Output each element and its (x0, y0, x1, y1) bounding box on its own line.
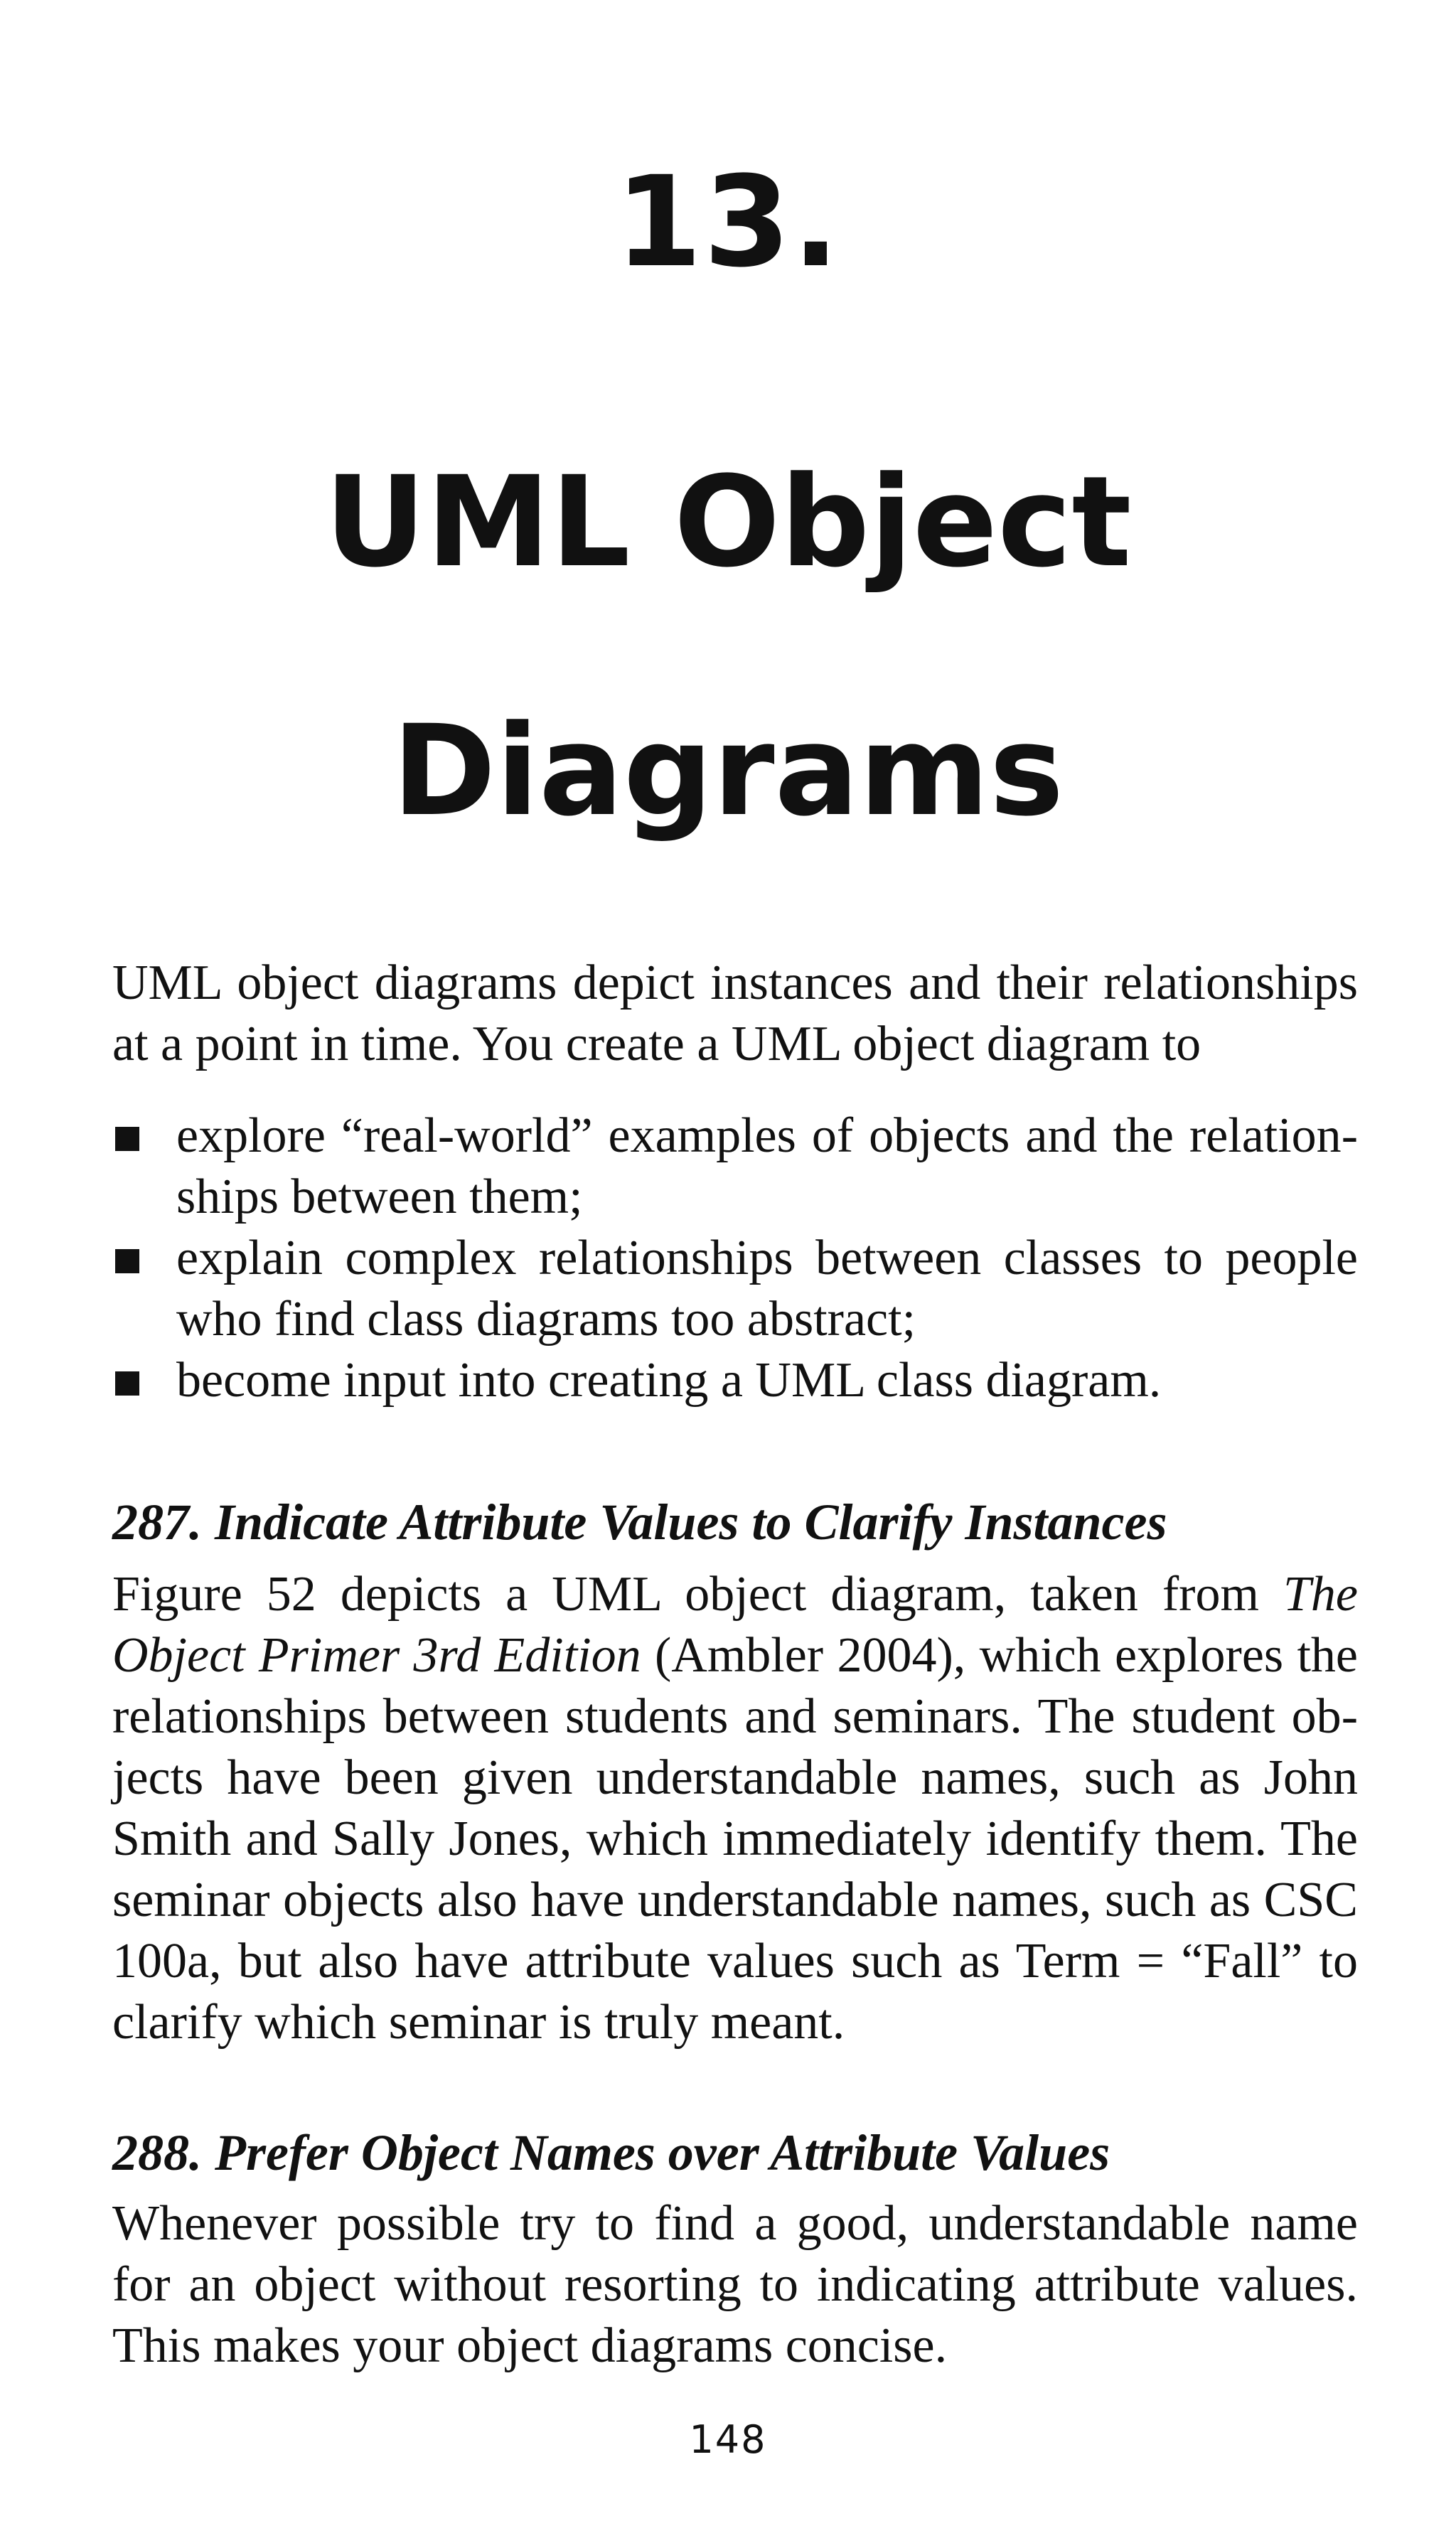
section-paragraph-287 (112, 1564, 1358, 2053)
paragraph-text: (Ambler 2004), which explores the relationships between students and seminars. The student objects have been given understandable names, such as John Smith and Sally Jones, which immediately identify them. The seminar objects also have understandable names, such as CSC 100a, but also have attribute values such as Term = “Fall” to clarify which seminar is truly meant. (112, 1628, 1358, 2050)
intro-paragraph: UML object diagrams depict instances and their relationships at a point in time. You create a UML object diagram to (112, 956, 1358, 1071)
square-bullet-icon (115, 1249, 139, 1273)
section-heading-288: 288. Prefer Object Names over Attribute Values (112, 2124, 1110, 2181)
chapter-title (0, 398, 1456, 896)
chapter-title-line-2: Diagrams (392, 698, 1064, 844)
bullet-item (112, 1228, 1358, 1350)
bullet-item (112, 1106, 1358, 1228)
bullet-text: explain complex relationships between classes to people who find class diagrams too abstract; (176, 1231, 1358, 1347)
chapter-number: 13. (615, 149, 841, 295)
bullet-text: become input into creating a UML class diagram. (176, 1353, 1162, 1408)
section-heading-287: 287. Indicate Attribute Values to Clarify Instances (112, 1494, 1167, 1551)
bullet-text: explore “real-world” examples of objects and the relationships between them; (176, 1108, 1358, 1224)
square-bullet-icon (115, 1371, 139, 1396)
chapter-title-line-1: UML Object (324, 449, 1132, 595)
bullet-item (112, 1350, 1358, 1411)
square-bullet-icon (115, 1127, 139, 1151)
paragraph-text: Figure 52 depicts a UML object diagram, taken from (112, 1567, 1283, 1622)
page-number: 148 (689, 2417, 767, 2462)
section-paragraph-288: Whenever possible try to find a good, understandable name for an object without resorting to indicating attribute values. This makes your object diagrams concise. (112, 2196, 1358, 2373)
bullet-list (112, 1106, 1358, 1411)
book-title-citation: The Object Primer 3rd Edition (112, 1567, 1358, 1683)
